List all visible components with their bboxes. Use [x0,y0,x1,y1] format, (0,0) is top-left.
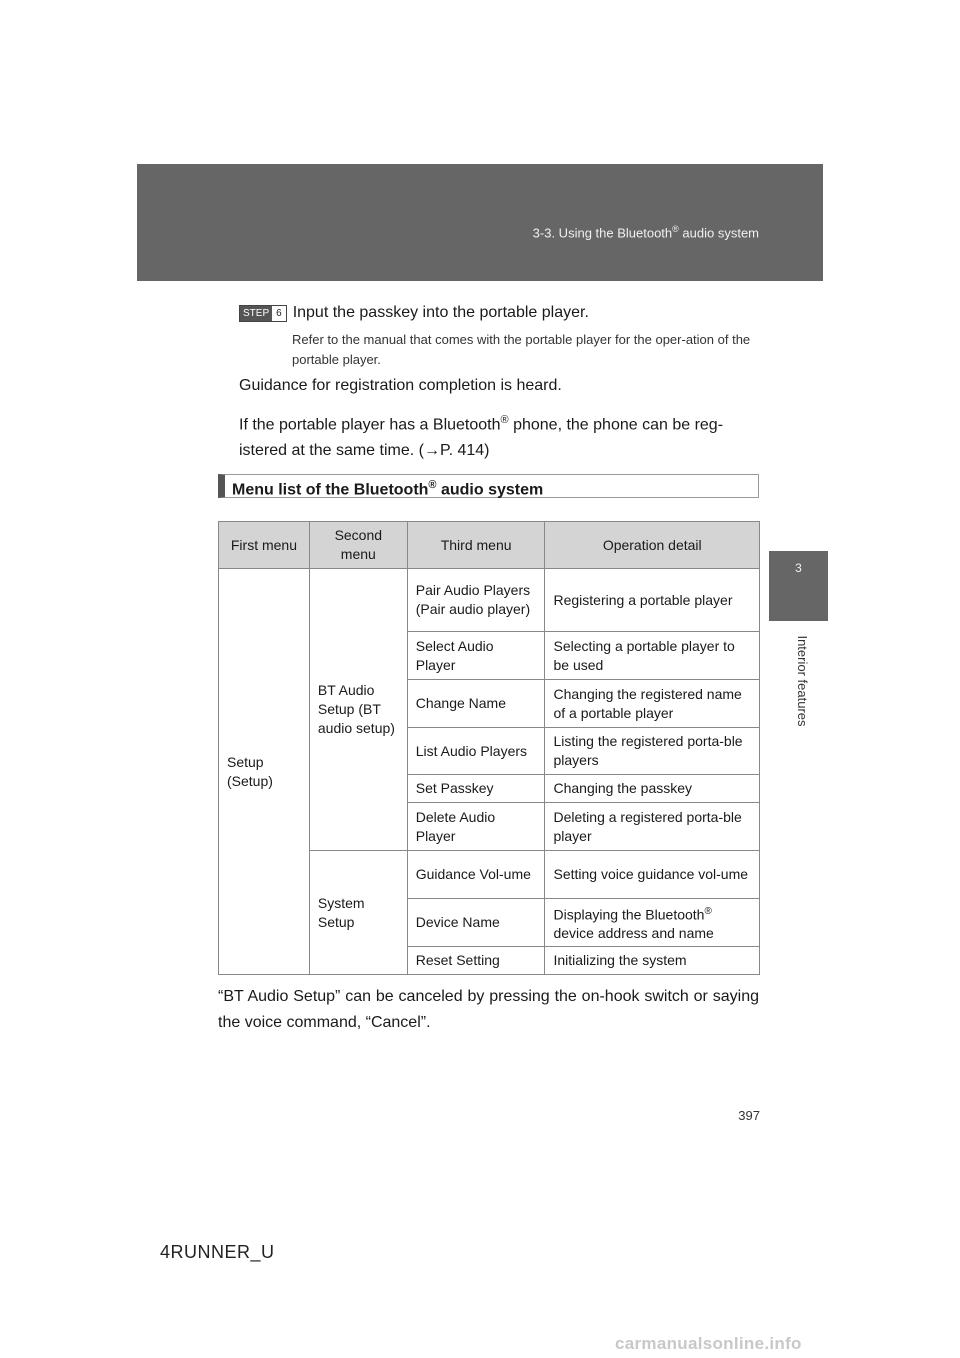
third-menu-cell: Guidance Vol-ume [407,851,545,899]
watermark: carmanualsonline.info [615,1334,802,1353]
second-menu-cell: System Setup [309,851,407,975]
phone-registration-note: If the portable player has a Bluetooth® phone, the phone can be reg-istered at the same time. (→P. 414) [239,414,724,460]
column-header-operation-detail: Operation detail [545,522,760,569]
chapter-label: Interior features [795,635,810,727]
step-text: Input the passkey into the portable player. [292,304,589,321]
operation-detail-cell: Listing the registered porta-ble players [545,728,760,775]
second-menu-cell: BT Audio Setup (BT audio setup) [309,569,407,851]
first-menu-cell: Setup (Setup) [219,569,310,975]
third-menu-cell: Change Name [407,680,545,728]
step-badge: STEP 6 [239,305,287,322]
third-menu-cell: Pair Audio Players (Pair audio player) [407,569,545,632]
header-band [137,164,823,281]
footer-code: 4RUNNER_U [160,1242,275,1262]
step-instruction [239,304,589,322]
third-menu-cell: Device Name [407,899,545,947]
cancel-note: “BT Audio Setup” can be canceled by pressing the on-hook switch or saying the voice command, “Cancel”. [218,988,759,1031]
operation-detail-cell: Setting voice guidance vol-ume [545,851,760,899]
operation-detail-cell: Displaying the Bluetooth® device address and name [545,899,760,947]
page-number: 397 [738,1108,760,1123]
chapter-number: 3 [795,561,802,575]
operation-detail-cell: Changing the passkey [545,775,760,803]
table-row [219,569,760,632]
section-title: 3-3. Using the Bluetooth® audio system [532,224,759,241]
step-note: Refer to the manual that comes with the portable player for the oper-ation of the portable player. [292,332,751,367]
operation-detail-cell: Registering a portable player [545,569,760,632]
operation-detail-cell: Initializing the system [545,947,760,975]
table-header-row [219,522,760,569]
column-header-first-menu: First menu [219,522,310,569]
operation-detail-cell: Changing the registered name of a portable player [545,680,760,728]
operation-detail-cell: Deleting a registered porta-ble player [545,803,760,851]
column-header-second-menu: Second menu [309,522,407,569]
guidance-text: Guidance for registration completion is heard. [239,377,562,394]
third-menu-cell: List Audio Players [407,728,545,775]
operation-detail-cell: Selecting a portable player to be used [545,632,760,680]
third-menu-cell: Select Audio Player [407,632,545,680]
menu-table [218,521,760,975]
column-header-third-menu: Third menu [407,522,545,569]
third-menu-cell: Set Passkey [407,775,545,803]
section-heading: Menu list of the Bluetooth® audio system [218,474,759,498]
third-menu-cell: Delete Audio Player [407,803,545,851]
third-menu-cell: Reset Setting [407,947,545,975]
